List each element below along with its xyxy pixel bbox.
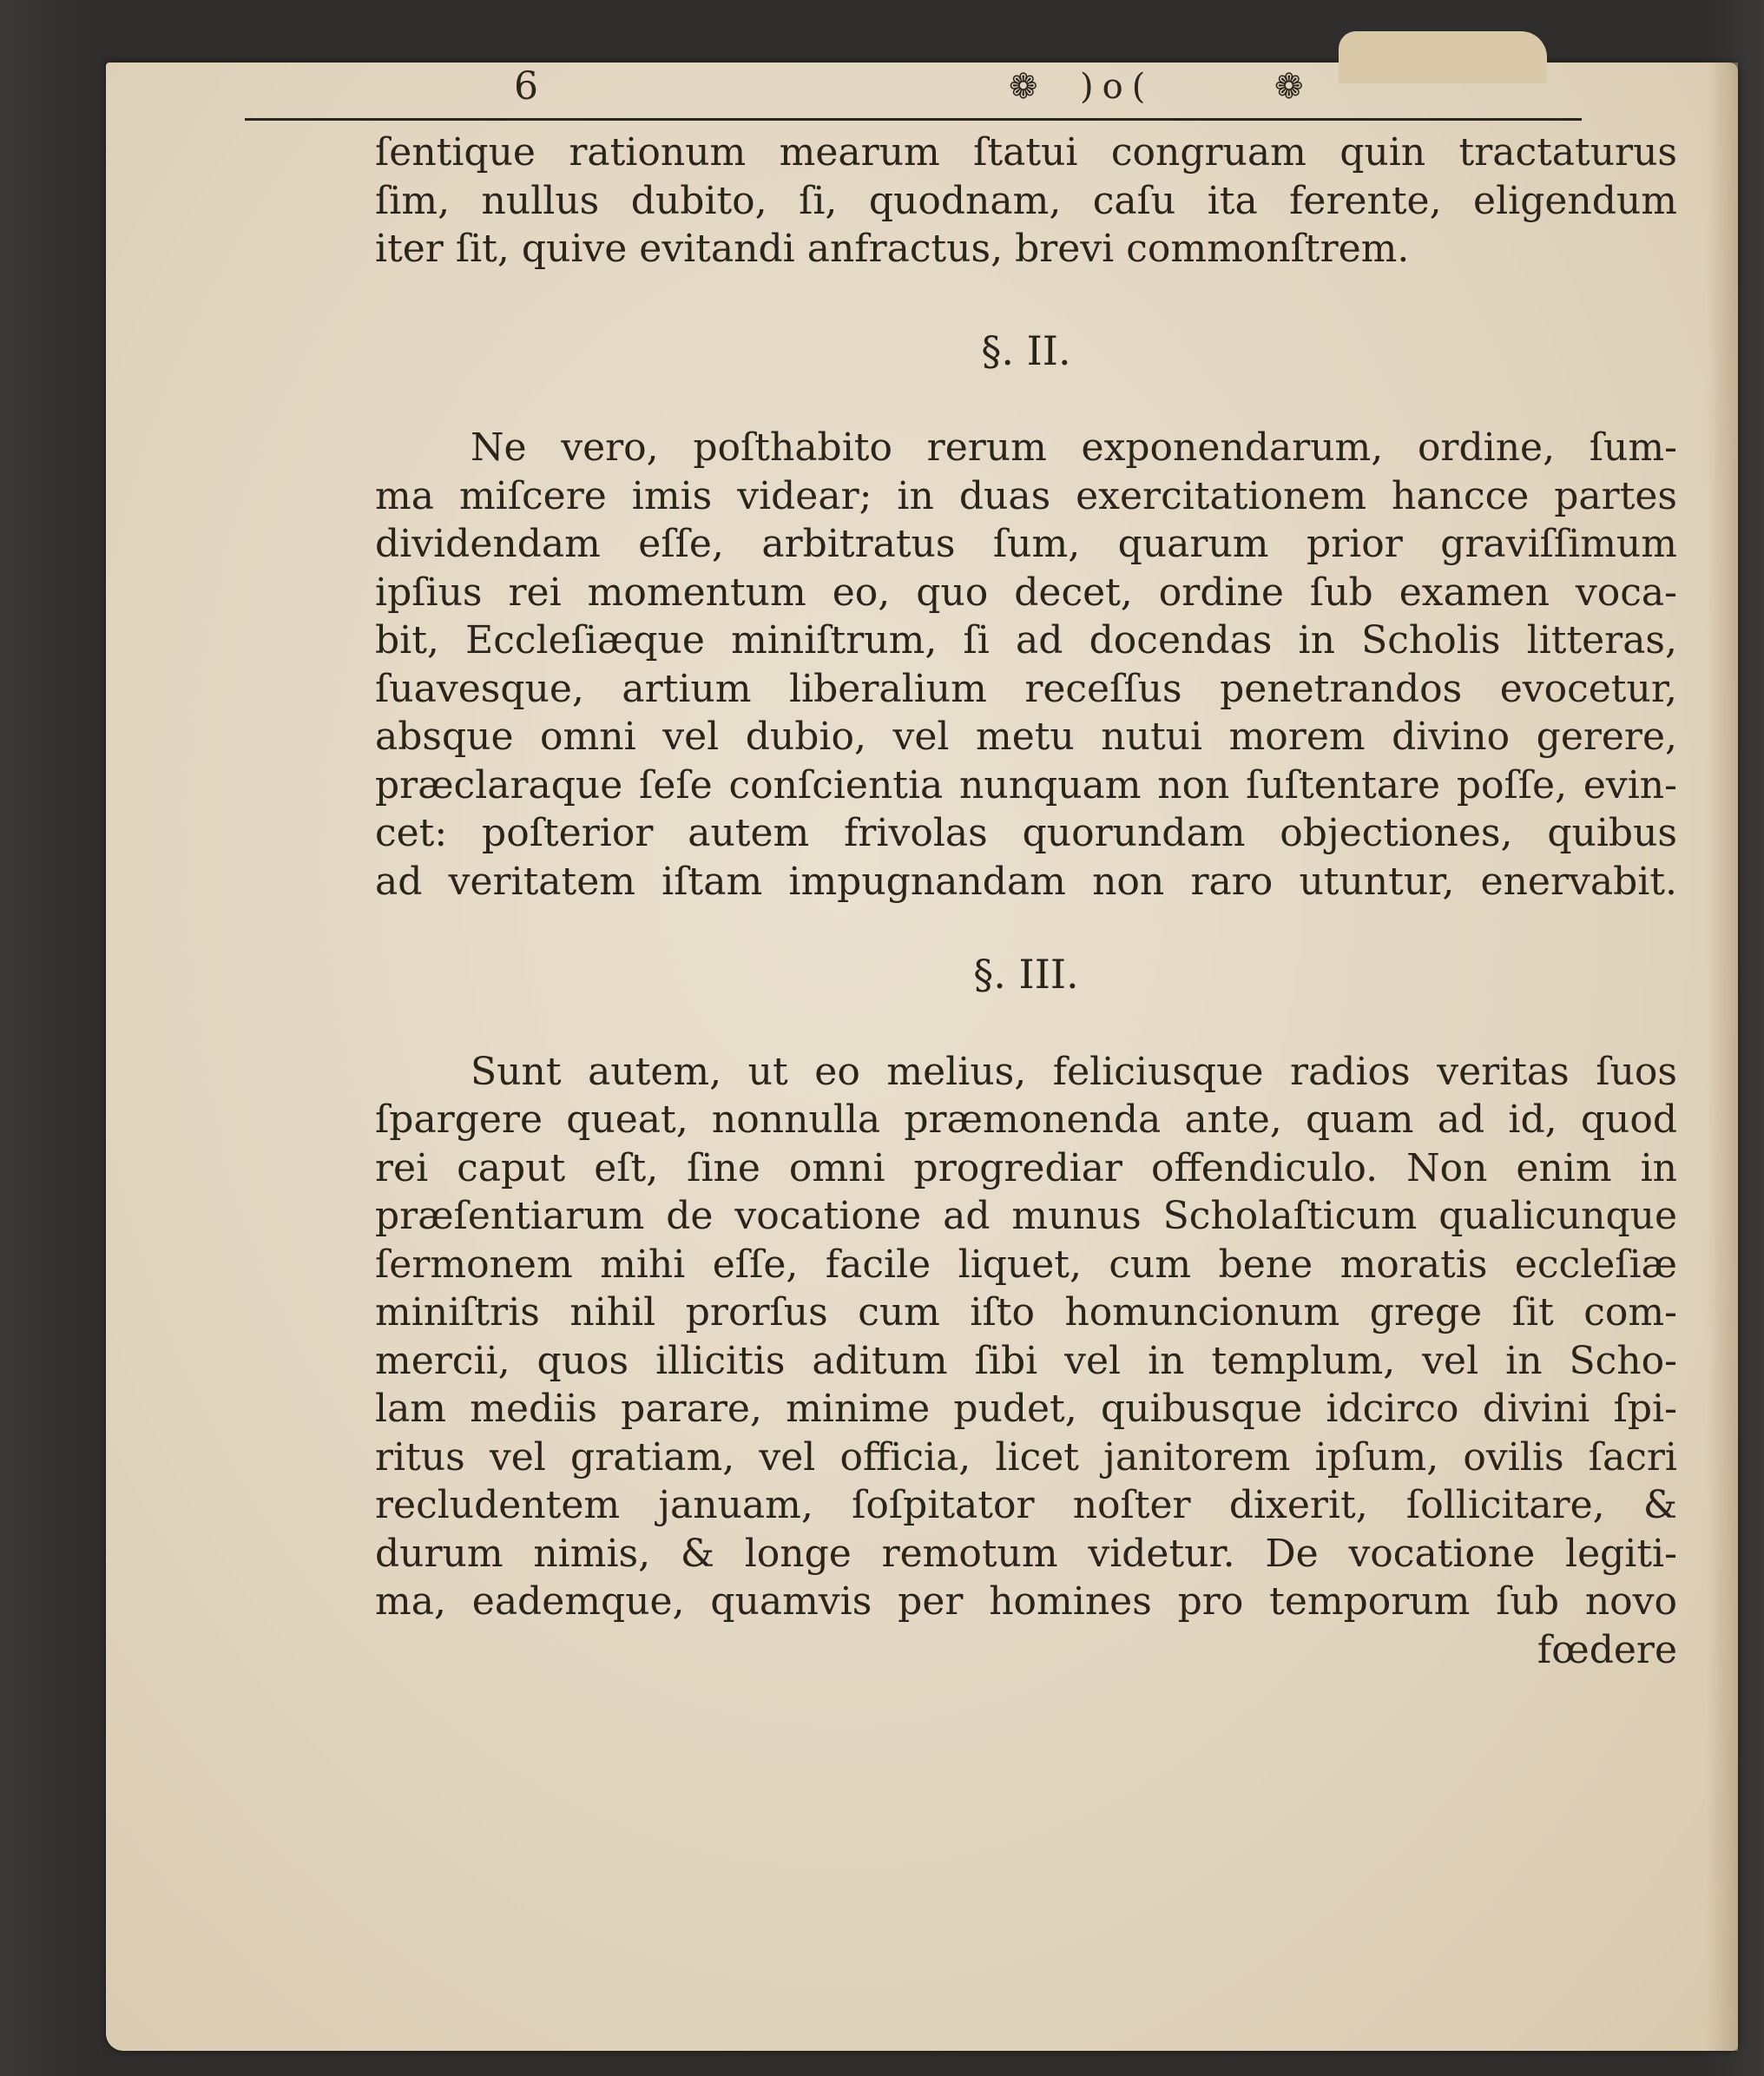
text-line: præſentiarum de vocatione ad munus Scholaſticum qualicunque (375, 1194, 1677, 1238)
text-line: ma, eademque, quamvis per homines pro temporum ſub novo (375, 1579, 1677, 1624)
running-header (245, 63, 1582, 121)
text-line: ritus vel gratiam, vel officia, licet janitorem ipſum, ovilis ſacri (375, 1434, 1677, 1480)
flower-ornament-icon: ❁ (1274, 67, 1304, 107)
text-line: iter ſit, quive evitandi anfractus, brevi commonſtrem. (375, 227, 1410, 271)
section-iii-paragraph (375, 1048, 1677, 1675)
opening-paragraph (375, 129, 1677, 274)
section-ii-paragraph (375, 424, 1677, 906)
text-line: ad veritatem iſtam impugnandam non raro utuntur, enervabit. (375, 859, 1677, 904)
text-line: durum nimis, & longe remotum videtur. De vocatione legiti- (375, 1531, 1677, 1576)
text-line: rei caput eſt, ſine omni progrediar offendiculo. Non enim in (375, 1145, 1677, 1190)
header-ornament-center: )o( (1080, 67, 1155, 107)
text-line: ipſius rei momentum eo, quo decet, ordine ſub examen voca- (375, 570, 1677, 615)
text-line: bit, Eccleſiæque miniſtrum, ſi ad docendas in Scholis litteras, (375, 618, 1677, 662)
text-line: Ne vero, poſthabito rerum exponendarum, ordine, ſum- (471, 425, 1677, 470)
text-line: præclaraque ſeſe conſcientia nunquam non ſuſtentare poſſe, evin- (375, 762, 1677, 807)
text-line: ſentique rationum mearum ſtatui congruam quin tractaturus (375, 130, 1677, 175)
page-number: 6 (514, 64, 538, 109)
page-text (375, 129, 1677, 1674)
text-line: cet: poſterior autem frivolas quorundam objectiones, quibus (375, 811, 1677, 855)
text-line: lam mediis parare, minime pudet, quibusque idcirco divini ſpi- (375, 1387, 1677, 1431)
catchword: fœdere (1537, 1627, 1677, 1672)
text-line: miniſtris nihil prorſus cum iſto homuncionum grege ſit com- (375, 1290, 1677, 1335)
page-edge-shadow (1707, 63, 1738, 2051)
text-line: ma miſcere imis videar; in duas exercitationem hancce partes (375, 473, 1677, 518)
text-line: ſim, nullus dubito, ſi, quodnam, caſu ita ferente, eligendum (375, 178, 1677, 223)
flower-ornament-icon: ❁ (1009, 67, 1038, 107)
text-line: Sunt autem, ut eo melius, feliciusque radios veritas ſuos (471, 1049, 1677, 1094)
text-line: recludentem januam, ſoſpitator noſter dixerit, ſollicitare, & (375, 1483, 1677, 1527)
section-heading-iii: §. III. (973, 951, 1079, 998)
text-line: mercii, quos illicitis aditum ſibi vel in templum, vel in Scho- (375, 1338, 1677, 1383)
text-line: dividendam eſſe, arbitratus ſum, quarum prior graviſſimum (375, 522, 1677, 566)
text-line: ſermonem mihi eſſe, facile liquet, cum bene moratis eccleſiæ (375, 1242, 1677, 1287)
text-line: absque omni vel dubio, vel metu nutui morem divino gerere, (375, 715, 1677, 759)
section-heading-ii: §. II. (981, 326, 1071, 374)
text-line: ſuavesque, artium liberalium receſſus penetrandos evocetur, (375, 666, 1677, 711)
text-line: ſpargere queat, nonnulla præmonenda ante, quam ad id, quod (375, 1097, 1677, 1142)
